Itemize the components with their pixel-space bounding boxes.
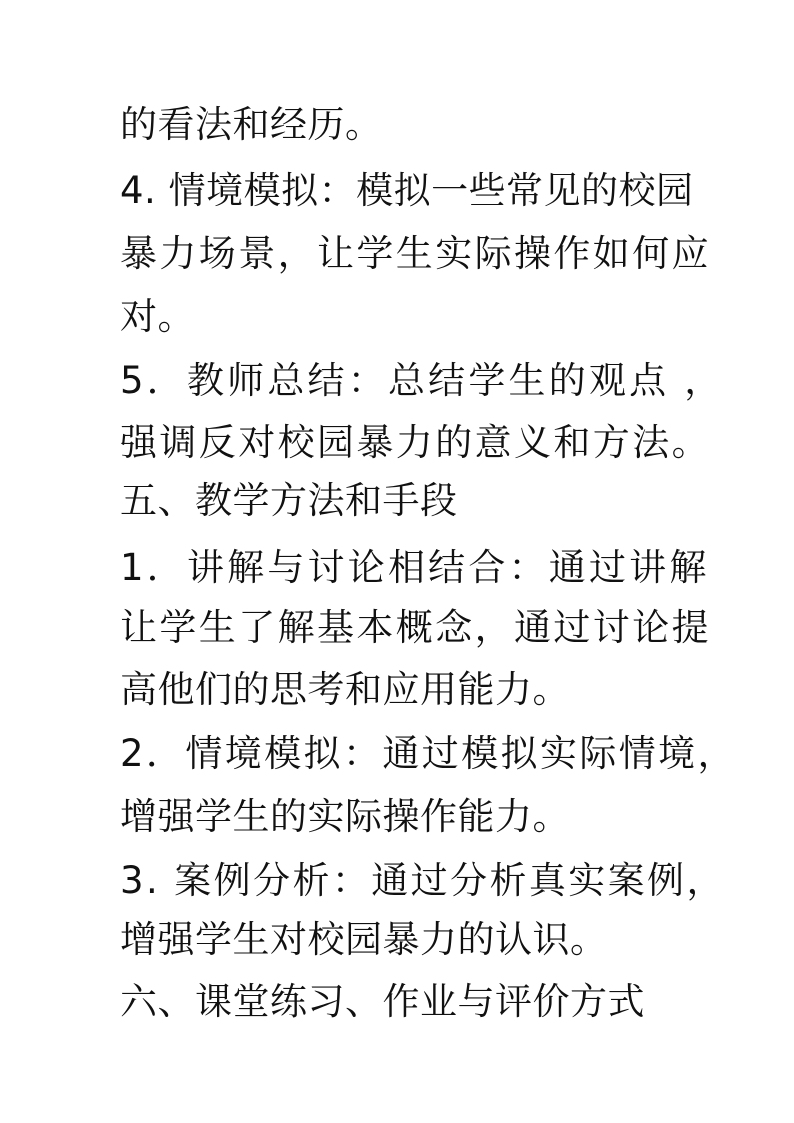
text-line: 增强学生对校园暴力的认识。	[120, 918, 608, 961]
text-line: 让学生了解基本概念，通过讨论提	[120, 606, 711, 649]
text-line: 的看法和经历。	[120, 103, 383, 146]
text-line: 对。	[120, 295, 195, 338]
list-item-1: 1．讲解与讨论相结合：通过讲解	[120, 546, 710, 589]
text-line: 增强学生的实际操作能力。	[120, 795, 570, 838]
text-line: 暴力场景，让学生实际操作如何应	[120, 232, 711, 275]
list-item-4: 4. 情境模拟：模拟一些常见的校园	[120, 169, 694, 212]
list-item-5: 5．教师总结：总结学生的观点 ，	[120, 359, 725, 402]
section-heading: 六、课堂练习、作业与评价方式	[120, 980, 645, 1023]
text-line: 强调反对校园暴力的意义和方法。	[120, 421, 711, 464]
list-item-3: 3. 案例分析：通过分析真实案例，	[120, 859, 726, 902]
list-item-2: 2．情境模拟：通过模拟实际情境，	[120, 732, 737, 775]
text-line: 高他们的思考和应用能力。	[120, 668, 570, 711]
section-heading: 五、教学方法和手段	[120, 479, 458, 522]
